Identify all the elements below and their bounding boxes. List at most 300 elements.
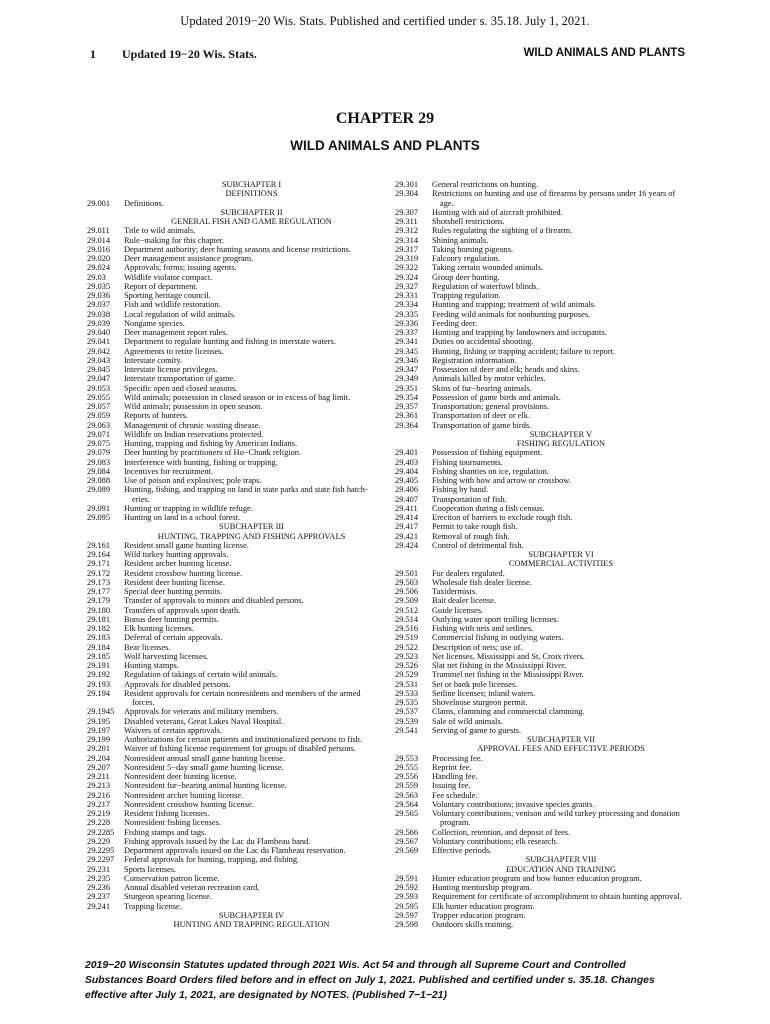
- section-title: Fishing with bow and arrow or crossbow.: [432, 476, 571, 485]
- section-number: 29.095: [87, 513, 111, 522]
- section-entry: [87, 430, 379, 439]
- section-number: 29.361: [395, 411, 419, 421]
- section-entry: [87, 615, 379, 624]
- section-title: Hunting, fishing or trapping accident; failure to report.: [432, 346, 616, 356]
- section-entry: [395, 319, 690, 328]
- section-title: Setline licenses; inland waters.: [432, 688, 536, 698]
- section-number: 29.567: [395, 836, 419, 846]
- section-title: Hunting and trapping by landowners and occupants.: [432, 328, 607, 337]
- section-entry: [395, 254, 690, 263]
- section-title: Hunting or trapping in wildlife refuge.: [124, 503, 253, 513]
- section-title: Deer management report rules.: [124, 328, 228, 337]
- section-title: Handling fee.: [432, 772, 478, 781]
- section-title: Nonresident fur−bearing animal hunting license.: [124, 781, 287, 791]
- section-title-continuation: age.: [440, 198, 454, 208]
- section-entry: [395, 273, 690, 282]
- section-title: Special deer hunting permits.: [124, 587, 223, 596]
- section-number: 29.301: [395, 180, 419, 189]
- section-number: 29.059: [87, 411, 111, 421]
- left-column: [87, 180, 379, 929]
- section-title: Possession of game birds and animals.: [432, 392, 561, 402]
- section-number: 29.347: [395, 365, 419, 374]
- section-title: Bonus deer hunting permits.: [124, 614, 219, 624]
- section-entry: [395, 402, 690, 411]
- section-title: Sporting heritage council.: [124, 291, 211, 300]
- section-number: 29.406: [395, 485, 419, 495]
- section-entry: [395, 661, 690, 670]
- section-entry: [395, 920, 690, 929]
- section-number: 29.231: [87, 864, 111, 874]
- section-title: Registration information.: [432, 355, 517, 365]
- section-number: 29.217: [87, 799, 111, 809]
- section-entry: [395, 670, 690, 679]
- section-number: 29.1945: [87, 707, 115, 717]
- section-title: Interference with hunting, fishing or trapping.: [124, 457, 278, 467]
- section-title: Agreements to retire licenses.: [124, 346, 224, 356]
- section-number: 29.531: [395, 679, 419, 689]
- section-number: 29.354: [395, 392, 419, 402]
- section-title: Wild animals; possession in open season.: [124, 402, 263, 411]
- page-number: 1: [90, 47, 96, 61]
- section-number: 29.555: [395, 762, 419, 772]
- section-number: 29.541: [395, 725, 419, 735]
- section-number: 29.597: [395, 910, 419, 920]
- section-number: 29.529: [395, 670, 419, 680]
- section-entry: [87, 569, 379, 578]
- section-entry: [395, 643, 690, 652]
- section-title: Possession of fishing equipment.: [432, 448, 543, 458]
- subchapter-heading: SUBCHAPTER II: [220, 207, 283, 217]
- section-entry: [87, 504, 379, 513]
- section-entry: [395, 513, 690, 522]
- section-entry: [87, 439, 379, 448]
- section-number: 29.523: [395, 651, 419, 661]
- section-entry: [87, 661, 379, 670]
- section-number: 29.071: [87, 429, 111, 439]
- section-entry: [395, 902, 690, 911]
- section-entry: [395, 689, 690, 698]
- section-entry: [87, 596, 379, 605]
- section-title: Nonresident 5−day small game hunting license.: [124, 762, 284, 772]
- section-title: Interstate transportation of game.: [124, 374, 236, 384]
- section-entry: [395, 569, 690, 578]
- section-title: Requirement for certificate of accomplishment to obtain hunting approval.: [432, 892, 682, 902]
- section-number: 29.307: [395, 207, 419, 217]
- section-number: 29.039: [87, 318, 111, 328]
- section-number: 29.404: [395, 466, 419, 476]
- section-entry: [87, 421, 379, 430]
- section-number: 29.185: [87, 651, 111, 661]
- section-entry: [87, 670, 379, 679]
- section-title: Hunting on land in a school forest.: [124, 513, 241, 522]
- section-number: 29.424: [395, 540, 419, 550]
- section-entry: [87, 772, 379, 781]
- section-number: 29.038: [87, 309, 111, 319]
- section-title: Trapper education program.: [432, 910, 526, 920]
- subchapter-heading: SUBCHAPTER VII: [526, 735, 596, 744]
- section-title: Wildlife violator compact.: [124, 272, 213, 282]
- section-title: Nongame species.: [124, 318, 185, 328]
- section-number: 29.180: [87, 605, 111, 615]
- section-entry: [395, 587, 690, 596]
- section-number: 29.509: [395, 596, 419, 606]
- section-entry: [395, 522, 690, 531]
- section-title: Removal of rough fish.: [432, 531, 510, 541]
- section-number: 29.357: [395, 402, 419, 411]
- section-title: Nonresident deer hunting license.: [124, 772, 237, 781]
- section-entry: [87, 717, 379, 726]
- section-entry: [87, 828, 379, 837]
- section-number: 29.03: [87, 272, 106, 282]
- section-entry: [87, 300, 379, 309]
- section-number: 29.079: [87, 448, 111, 458]
- section-title: Waiver of fishing license requirement for groups of disabled persons.: [124, 744, 356, 754]
- section-number: 29.035: [87, 281, 111, 291]
- section-entry: [395, 707, 690, 716]
- section-title: Processing fee.: [432, 753, 483, 763]
- section-number: 29.014: [87, 235, 111, 245]
- section-number: 29.024: [87, 263, 111, 273]
- section-number: 29.173: [87, 577, 111, 587]
- section-number: 29.020: [87, 254, 111, 263]
- section-entry: [395, 263, 690, 272]
- section-number: 29.514: [395, 614, 419, 624]
- chapter-number: CHAPTER 29: [335, 110, 435, 127]
- section-title: Fish and wildlife restoration.: [124, 300, 221, 310]
- section-title: Approvals for disabled persons.: [124, 679, 231, 689]
- section-entry: [87, 883, 379, 892]
- section-entry: [87, 254, 379, 263]
- section-number: 29.193: [87, 679, 111, 689]
- section-number: 29.539: [395, 716, 419, 726]
- section-entry: [87, 865, 379, 874]
- section-title: Federal approvals for hunting, trapping, and fishing.: [124, 855, 300, 865]
- section-title: Elk hunter education program.: [432, 901, 535, 911]
- section-title: Elk hunting licenses.: [124, 624, 195, 633]
- section-number: 29.091: [87, 503, 111, 513]
- section-number: 29.199: [87, 735, 111, 744]
- section-number: 29.506: [395, 587, 419, 596]
- section-title: Set or bank pole licenses.: [432, 679, 518, 689]
- section-title: Hunter education program and bow hunter education program.: [432, 873, 642, 883]
- section-title: Taxidermists.: [432, 587, 478, 596]
- section-entry: [395, 485, 690, 494]
- section-number: 29.341: [395, 337, 419, 347]
- section-entry: [87, 347, 379, 356]
- section-entry: [395, 633, 690, 642]
- section-title: Deer hunting by practitioners of Ho−Chunk religion.: [124, 448, 302, 458]
- section-title: Hunting stamps.: [124, 661, 179, 670]
- section-entry: [87, 902, 379, 911]
- section-title: Issuing fee.: [432, 781, 471, 791]
- section-number: 29.349: [395, 374, 419, 384]
- section-title: Trammel net fishing in the Mississippi River.: [432, 670, 584, 680]
- section-title: Falconry regulation.: [432, 254, 500, 263]
- section-number: 29.211: [87, 772, 110, 781]
- section-entry: [395, 828, 690, 837]
- section-entry: [395, 448, 690, 457]
- section-entry: [395, 717, 690, 726]
- section-number: 29.512: [395, 605, 419, 615]
- section-number: 29.197: [87, 725, 111, 735]
- running-head-left: Updated 19−20 Wis. Stats.: [122, 47, 257, 61]
- section-title: Feeding wild animals for nonhunting purposes.: [432, 309, 591, 319]
- section-title: Disabled veterans, Great Lakes Naval Hospital.: [124, 716, 284, 726]
- section-number: 29.563: [395, 790, 419, 800]
- running-head-right: WILD ANIMALS AND PLANTS: [523, 47, 685, 59]
- section-title: Reports of hunters.: [124, 411, 188, 421]
- section-entry: [395, 504, 690, 513]
- right-column: [395, 180, 690, 929]
- section-number: 29.553: [395, 753, 419, 763]
- section-number: 29.598: [395, 920, 419, 929]
- section-entry: [395, 541, 690, 550]
- section-number: 29.2285: [87, 827, 115, 837]
- subchapter-heading: SUBCHAPTER VI: [528, 550, 594, 559]
- subchapter-heading: HUNTING, TRAPPING AND FISHING APPROVALS: [157, 531, 346, 541]
- section-title: Animals killed by motor vehicles.: [432, 374, 546, 384]
- section-entry: [87, 550, 379, 559]
- section-title: Fishing with nets and setlines.: [432, 624, 534, 633]
- section-number: 29.228: [87, 818, 111, 828]
- section-number: 29.219: [87, 809, 111, 818]
- section-title: Guide licenses.: [432, 605, 484, 615]
- section-number: 29.171: [87, 559, 111, 569]
- section-entry: [395, 624, 690, 633]
- section-number: 29.405: [395, 476, 419, 485]
- section-title: Collection, retention, and deposit of fees.: [432, 827, 571, 837]
- section-title: Annual disabled veteran recreation card.: [124, 883, 260, 892]
- section-title: Definitions.: [124, 198, 164, 208]
- section-title: Nonresident archer hunting license.: [124, 790, 244, 800]
- section-number: 29.075: [87, 439, 111, 448]
- section-title: Clams, clamming and commercial clamming.: [432, 707, 585, 717]
- section-title: Permit to take rough fish.: [432, 522, 518, 532]
- section-number: 29.236: [87, 883, 111, 892]
- section-entry: [395, 754, 690, 763]
- section-entry: [395, 763, 690, 772]
- subchapter-heading: SUBCHAPTER I: [221, 180, 282, 189]
- section-title: Wholesale fish dealer license.: [432, 577, 532, 587]
- section-entry: [87, 606, 379, 615]
- section-entry: [395, 467, 690, 476]
- section-entry: [87, 458, 379, 467]
- section-title: Resident small game hunting license.: [124, 540, 249, 550]
- section-title: Approvals for veterans and military members.: [124, 707, 279, 717]
- section-entry: [87, 689, 379, 708]
- section-number: 29.312: [395, 226, 419, 236]
- section-title: Title to wild animals.: [124, 226, 196, 236]
- section-number: 29.364: [395, 420, 419, 430]
- section-title: Fee schedule.: [432, 790, 478, 800]
- section-entry: [87, 726, 379, 735]
- section-title: Rules regulating the sighting of a firearm.: [432, 226, 573, 236]
- section-number: 29.084: [87, 466, 111, 476]
- section-title: Shining animals.: [432, 235, 489, 245]
- section-entry: [395, 892, 690, 901]
- section-title: Transportation of game birds.: [432, 420, 532, 430]
- section-number: 29.411: [395, 503, 418, 513]
- section-entry: [395, 615, 690, 624]
- section-number: 29.161: [87, 540, 111, 550]
- section-entry: [395, 208, 690, 217]
- section-entry: [87, 236, 379, 245]
- section-number: 29.045: [87, 365, 111, 374]
- section-entry: [395, 476, 690, 485]
- section-entry: [87, 291, 379, 300]
- section-title: Fur dealers regulated.: [432, 568, 505, 578]
- section-title: Control of detrimental fish.: [432, 540, 524, 550]
- section-number: 29.593: [395, 892, 419, 902]
- section-entry: [395, 578, 690, 587]
- section-entry: [87, 199, 379, 208]
- section-number: 29.036: [87, 291, 111, 300]
- section-number: 29.179: [87, 596, 111, 606]
- section-entry: [395, 356, 690, 365]
- section-title: Outdoors skills training.: [432, 920, 514, 929]
- subchapter-heading: SUBCHAPTER IV: [218, 910, 285, 920]
- section-number: 29.083: [87, 457, 111, 467]
- section-entry: [395, 300, 690, 309]
- section-entry: [87, 763, 379, 772]
- section-title: Regulation of takings of certain wild animals.: [124, 670, 278, 680]
- section-number: 29.526: [395, 661, 419, 670]
- section-number: 29.519: [395, 633, 419, 643]
- section-entry: [87, 818, 379, 827]
- section-title: Commercial fishing in outlying waters.: [432, 633, 564, 643]
- subchapter-heading: APPROVAL FEES AND EFFECTIVE PERIODS: [477, 744, 645, 754]
- section-entry: [395, 310, 690, 319]
- section-entry: [395, 393, 690, 402]
- section-number: 29.501: [395, 568, 419, 578]
- section-number: 29.559: [395, 781, 419, 791]
- section-number: 29.229: [87, 836, 111, 846]
- section-entry: [87, 263, 379, 272]
- section-entry: [87, 837, 379, 846]
- section-title: Taking certain wounded animals.: [432, 263, 544, 273]
- section-title-continuation: forces.: [132, 698, 155, 707]
- section-entry: [87, 411, 379, 420]
- section-entry: [395, 911, 690, 920]
- section-entry: [87, 633, 379, 642]
- section-entry: [87, 245, 379, 254]
- section-title: Fishing stamps and tags.: [124, 827, 207, 837]
- section-entry: [395, 883, 690, 892]
- section-entry: [87, 754, 379, 763]
- section-title: Shotshell restrictions.: [432, 217, 505, 226]
- section-number: 29.241: [87, 901, 111, 911]
- section-title: Possession of deer and elk; heads and skins.: [432, 365, 580, 374]
- section-title: Wild turkey hunting approvals.: [124, 550, 229, 559]
- section-title: Resident crossbow hunting license.: [124, 568, 243, 578]
- section-number: 29.336: [395, 318, 419, 328]
- section-entry: [87, 513, 379, 522]
- section-number: 29.421: [395, 531, 419, 541]
- section-title: Transportation of fish.: [432, 494, 507, 504]
- section-title: Shovelnose sturgeon permit.: [432, 698, 528, 707]
- section-title: General restrictions on hunting.: [432, 180, 539, 189]
- section-entry: [87, 809, 379, 818]
- section-title: Wild animals; possession in closed season or in excess of bag limit.: [124, 392, 351, 402]
- section-number: 29.207: [87, 762, 111, 772]
- section-title: Resident deer hunting license.: [124, 577, 225, 587]
- section-entry: [87, 485, 379, 504]
- section-number: 29.516: [395, 624, 419, 633]
- section-title: Nonresident crossbow hunting license.: [124, 799, 254, 809]
- section-title: Deferral of certain approvals.: [124, 633, 223, 643]
- section-title: Bear licenses.: [124, 642, 171, 652]
- section-entry: [395, 189, 690, 208]
- section-number: 29.194: [87, 688, 111, 698]
- section-entry: [395, 337, 690, 346]
- section-number: 29.182: [87, 624, 111, 633]
- section-title: Sturgeon spearing license.: [124, 892, 212, 902]
- section-entry: [395, 596, 690, 605]
- section-entry: [87, 707, 379, 716]
- section-entry: [395, 846, 690, 855]
- section-number: 29.346: [395, 355, 419, 365]
- subchapter-heading: DEFINITIONS: [225, 189, 278, 199]
- section-entry: [395, 374, 690, 383]
- section-title: Fishing shanties on ice, regulation.: [432, 466, 549, 476]
- section-title: Bait dealer license.: [432, 596, 496, 606]
- section-number: 29.183: [87, 633, 111, 643]
- section-entry: [395, 236, 690, 245]
- section-entry: [395, 652, 690, 661]
- subchapter-heading: COMMERCIAL ACTIVITIES: [508, 559, 614, 569]
- section-number: 29.040: [87, 328, 111, 337]
- section-entry: [395, 421, 690, 430]
- section-title: Interstate comity.: [124, 355, 183, 365]
- section-entry: [395, 217, 690, 226]
- section-entry: [87, 680, 379, 689]
- section-number: 29.317: [395, 244, 419, 254]
- section-title: Resident fishing licenses.: [124, 809, 210, 818]
- section-title: Waivers of certain approvals.: [124, 725, 222, 735]
- subchapter-heading: EDUCATION AND TRAINING: [505, 864, 617, 874]
- section-title: Hunting, trapping and fishing by American Indians.: [124, 439, 298, 448]
- section-number: 29.304: [395, 189, 419, 199]
- section-title: Trapping license.: [124, 901, 182, 911]
- section-entry: [87, 365, 379, 374]
- section-title: Report of department.: [124, 281, 198, 291]
- section-entry: [395, 226, 690, 235]
- section-number: 29.057: [87, 402, 111, 411]
- section-title: Nonresident annual small game hunting license.: [124, 753, 285, 763]
- section-entry: [87, 384, 379, 393]
- section-title: Transportation of deer or elk.: [432, 411, 531, 421]
- section-entry: [395, 328, 690, 337]
- section-entry: [395, 347, 690, 356]
- chapter-title: WILD ANIMALS AND PLANTS: [290, 138, 480, 153]
- section-entry: [395, 606, 690, 615]
- section-title: Interstate license privileges.: [124, 365, 218, 374]
- section-title: Cooperation during a fish census.: [432, 503, 545, 513]
- section-entry: [87, 578, 379, 587]
- section-title: Fishing tournaments.: [432, 457, 503, 467]
- section-number: 29.063: [87, 420, 111, 430]
- section-number: 29.088: [87, 476, 111, 485]
- section-number: 29.345: [395, 346, 419, 356]
- section-title: Wildlife on Indian reservations protected.: [124, 429, 264, 439]
- section-entry: [87, 559, 379, 568]
- section-title: Hunting mentorship program.: [432, 883, 532, 892]
- section-entry: [395, 726, 690, 735]
- section-entry: [87, 467, 379, 476]
- section-title: Regulation of waterfowl blinds.: [432, 281, 539, 291]
- section-title: Trapping regulation.: [432, 291, 501, 300]
- section-entry: [87, 855, 379, 864]
